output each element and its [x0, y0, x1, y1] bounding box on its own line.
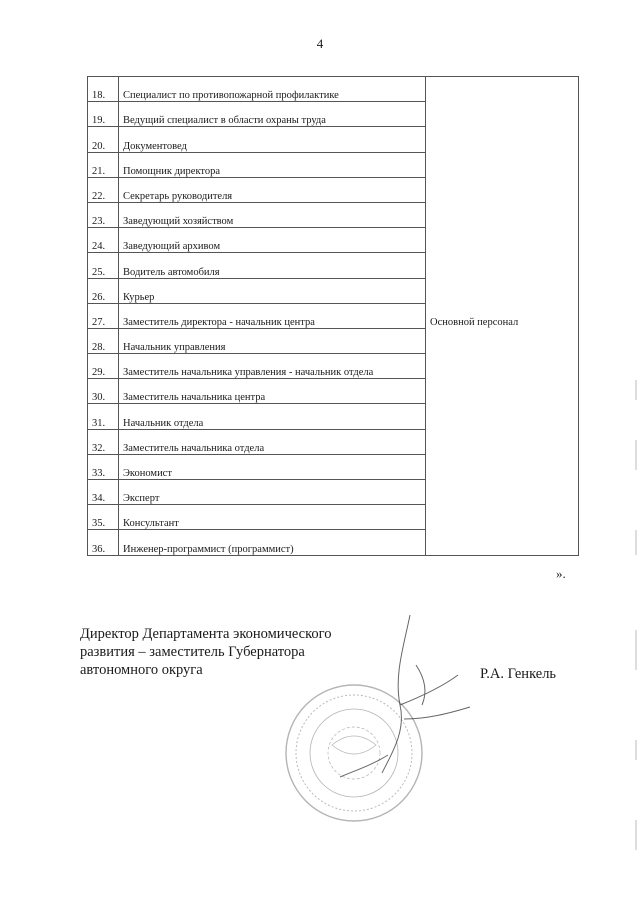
signer-name: Р.А. Генкель — [480, 666, 557, 682]
closing-quote: ». — [556, 566, 566, 581]
signer-position-line-2: развития – заместитель Губернатора — [80, 644, 305, 660]
position-title: Заместитель директора - начальник центра — [119, 303, 426, 328]
row-number: 34. — [88, 480, 119, 505]
position-title: Начальник управления — [119, 328, 426, 353]
staff-category: Основной персонал — [426, 77, 579, 556]
row-number: 23. — [88, 202, 119, 227]
position-title: Водитель автомобиля — [119, 253, 426, 278]
staff-table — [87, 76, 579, 556]
position-title: Экономист — [119, 454, 426, 479]
row-number: 22. — [88, 177, 119, 202]
position-title: Начальник отдела — [119, 404, 426, 429]
position-title: Ведущий специалист в области охраны труда — [119, 102, 426, 127]
position-title: Заведующий хозяйством — [119, 202, 426, 227]
table-row — [88, 77, 579, 102]
official-seal-and-signature — [282, 605, 482, 835]
row-number: 25. — [88, 253, 119, 278]
row-number: 36. — [88, 530, 119, 555]
position-title: Инженер-программист (программист) — [119, 530, 426, 555]
row-number: 26. — [88, 278, 119, 303]
row-number: 20. — [88, 127, 119, 152]
row-number: 30. — [88, 379, 119, 404]
position-title: Консультант — [119, 505, 426, 530]
row-number: 33. — [88, 454, 119, 479]
row-number: 24. — [88, 228, 119, 253]
position-title: Специалист по противопожарной профилактике — [119, 77, 426, 102]
row-number: 21. — [88, 152, 119, 177]
row-number: 28. — [88, 328, 119, 353]
scan-edge-marks — [634, 380, 638, 880]
row-number: 19. — [88, 102, 119, 127]
position-title: Эксперт — [119, 480, 426, 505]
row-number: 18. — [88, 77, 119, 102]
position-title: Курьер — [119, 278, 426, 303]
row-number: 27. — [88, 303, 119, 328]
row-number: 31. — [88, 404, 119, 429]
position-title: Заместитель начальника управления - начальник отдела — [119, 354, 426, 379]
position-title: Заместитель начальника отдела — [119, 429, 426, 454]
signer-position-line-3: автономного округа — [80, 662, 203, 678]
position-title: Заместитель начальника центра — [119, 379, 426, 404]
signer-position-line-1: Директор Департамента экономического — [80, 626, 332, 642]
position-title: Заведующий архивом — [119, 228, 426, 253]
row-number: 35. — [88, 505, 119, 530]
position-title: Секретарь руководителя — [119, 177, 426, 202]
page-number: 4 — [316, 36, 324, 51]
position-title: Документовед — [119, 127, 426, 152]
position-title: Помощник директора — [119, 152, 426, 177]
row-number: 29. — [88, 354, 119, 379]
row-number: 32. — [88, 429, 119, 454]
